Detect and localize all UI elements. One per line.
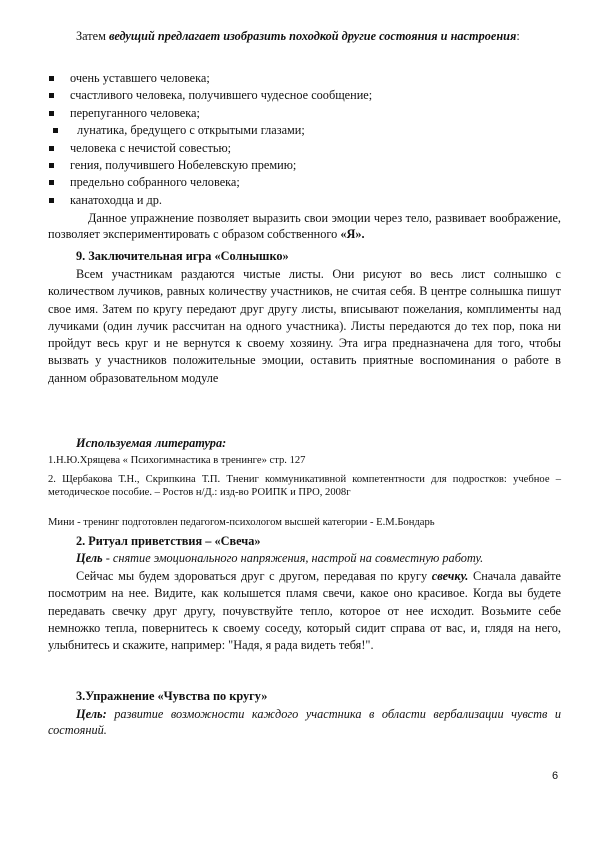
ritual2-goal-text: - снятие эмоционального напряжения, настрой на совместную работу. <box>102 551 484 565</box>
literature-item-1: 1.Н.Ю.Хрящева « Психогимнастика в тренинге» стр. 127 <box>48 455 306 466</box>
list-item: лунатика, бредущего с открытыми глазами; <box>48 122 561 139</box>
conclusion-emphasis: «Я». <box>340 227 365 242</box>
bullet-square-icon <box>53 128 58 133</box>
intro-lead: Затем <box>76 29 106 43</box>
ritual2-body: Сейчас мы будем здороваться друг с другом, передавая по кругу свечку. Сначала давайте посмотрим на нее. Видите, как колышется пламя свечи, какое оно красивое. Когда вы будете передавать свечку друг другу, почувствуйте тепло, которое от нее исходит. Возьмите себе немножко тепла, повернитесь к своему соседу, который сидит справа от вас, и, глядя на него, улыбнитесь и скажите, например: "Надя, я рада видеть тебя!". <box>48 569 561 653</box>
literature-heading: Используемая литература: <box>76 436 227 450</box>
game9-body: Всем участникам раздаются чистые листы. Они рисуют во весь лист солнышко с количеством лучиков, равных количеству участников, не считая себя. В центре солнышка пишут свое имя. Затем по кругу передают друг другу листы, вписывают пожелания, комплименты над лучиками (один лучик рассчитан на одного участника). Листы передаются до тех пор, пока ни пройдут весь круг и не вернутся к своему хозяину. Эта игра предназначена для того, чтобы вызвать у участников положительные эмоции, оставить приятные воспоминания о работе в данном образовательном модуле <box>48 267 561 385</box>
list-item: очень уставшего человека; <box>48 70 561 87</box>
game9-heading: 9. Заключительная игра «Солнышко» <box>76 249 289 263</box>
list-item: гения, получившего Нобелевскую премию; <box>48 157 561 174</box>
states-list <box>48 70 561 209</box>
ritual2-heading: 2. Ритуал приветствия – «Свеча» <box>76 534 261 548</box>
ritual2-body-emphasis: свечку. <box>431 569 469 583</box>
list-item: перепуганного человека; <box>48 105 561 122</box>
bullet-square-icon <box>49 111 54 116</box>
bullet-square-icon <box>49 198 54 203</box>
exercise3-goal-label: Цель: <box>76 707 107 721</box>
list-item: предельно собранного человека; <box>48 174 561 191</box>
bullet-square-icon <box>49 180 54 185</box>
intro-emphasis: ведущий предлагает изобразить походкой другие состояния и настроения <box>109 29 517 43</box>
list-item: человека с нечистой совестью; <box>48 140 561 157</box>
bullet-square-icon <box>49 163 54 168</box>
intro-colon: : <box>516 29 520 43</box>
literature-item-2: 2. Щербакова Т.Н., Скрипкина Т.П. Тнениг коммуникативной компетентности для подростков: учебное – методическое пособие. – Ростов н/Д.: изд-во РОИПК и ПРО, 2008г <box>48 474 561 499</box>
page-number: 6 <box>552 770 559 782</box>
bullet-square-icon <box>49 76 54 81</box>
list-item: счастливого человека, получившего чудесное сообщение; <box>48 87 561 104</box>
bullet-square-icon <box>49 93 54 98</box>
intro-paragraph <box>48 28 561 44</box>
ritual2-goal-label: Цель <box>76 551 103 565</box>
author-line: Мини - тренинг подготовлен педагогом-психологом высшей категории - Е.М.Бондарь <box>48 517 435 528</box>
conclusion-paragraph: Данное упражнение позволяет выразить свои эмоции через тело, развивает воображение, позволяет экспериментировать с образом собственного «Я». <box>48 211 561 242</box>
exercise3-goal-text: развитие возможности каждого участника в области вербализации чувств и состояний. <box>48 707 561 738</box>
exercise3-goal <box>48 706 561 739</box>
bullet-square-icon <box>49 146 54 151</box>
ritual2-goal <box>48 550 561 566</box>
list-item: канатоходца и др. <box>48 192 561 209</box>
exercise3-heading: 3.Упражнение «Чувства по кругу» <box>76 689 268 703</box>
